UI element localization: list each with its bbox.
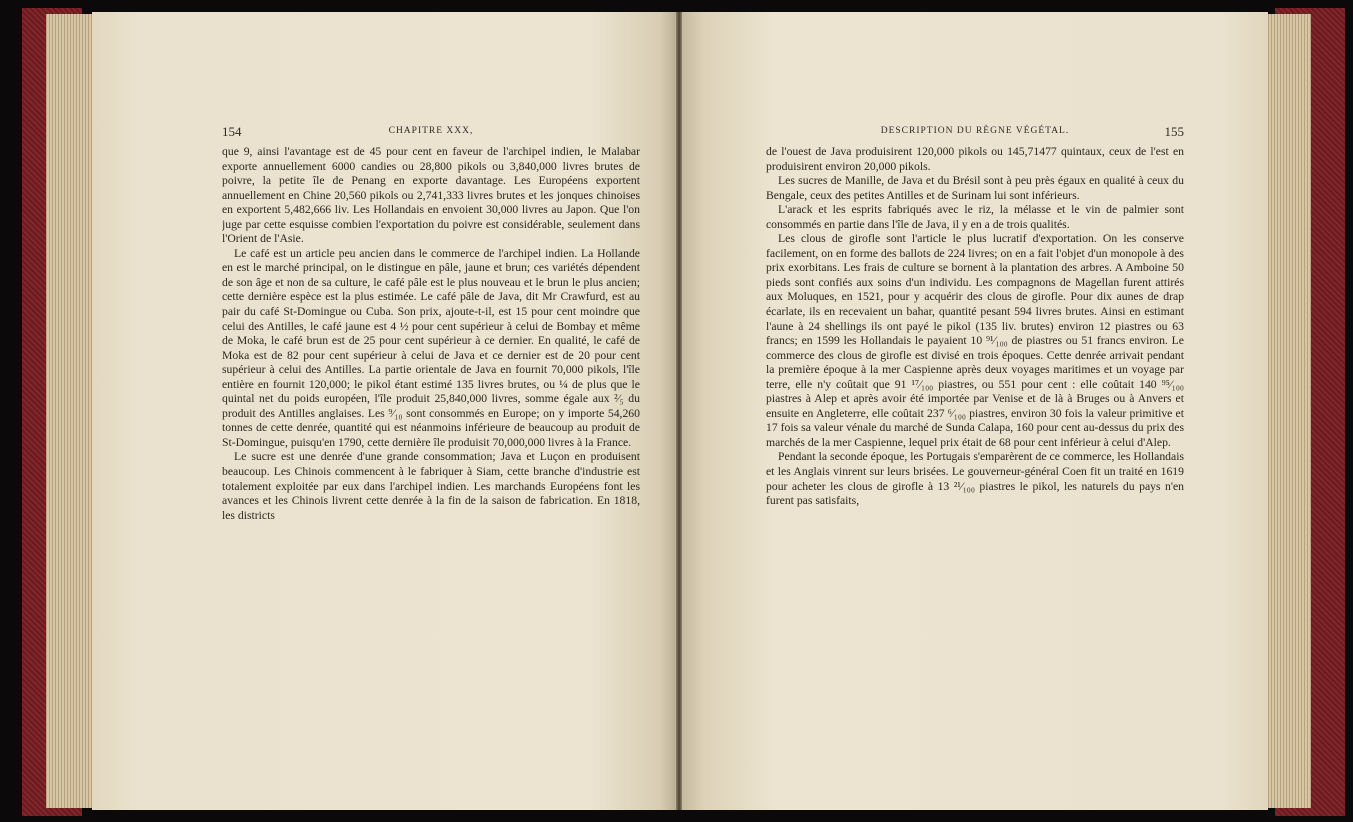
- paragraph: de l'ouest de Java produisirent 120,000 pikols ou 145,71477 quintaux, ceux de l'est en produisirent environ 20,000 pikols.: [766, 145, 1184, 173]
- left-page-number: 154: [222, 124, 242, 139]
- paragraph: Le café est un article peu ancien dans le commerce de l'archipel indien. La Hollande en est le marché principal, on le distingue en pâle, jaune et brun; ces variétés dépendent de son âge et non de sa culture, le café pâle est le plus nouveau et le brun le plus ancien; cette dernière espèce est la plus estimée. Le café pâle de Java, dit Mr Crawfurd, est au pair du café St-Domingue ou Cuba. Son prix, ajoute-t-il, est 15 pour cent moindre que celui des Antilles, le café jaune est 4 ½ pour cent supérieur à celui de Bombay et même de Moka, le café brun est de 25 pour cent supérieur à ce dernier. En qualité, le café de Moka est de 82 pour cent supérieur à celui de Java et ce dernier est de 20 pour cent supérieur à celui des Antilles. La partie orientale de Java en fournit 70,000 pikols, l'île entière en fournit 120,000; le pikol étant estimé 135 livres brutes, ou ¼ de plus que le quintal net du poids européen, l'île produit 25,840,000 livres, somme égale aux ²⁄₅ du produit des Antilles anglaises. Les ⁹⁄₁₀ sont consommés en Europe; on y importe 54,260 tonnes de cette denrée, quantité qui est néanmoins inférieure de beaucoup au produit de St-Domingue, puisqu'en 1790, cette dernière île produisit 70,000,000 livres à la France.: [222, 246, 640, 449]
- left-running-head: CHAPITRE XXX,: [388, 126, 474, 136]
- paragraph: Le sucre est une denrée d'une grande consommation; Java et Luçon en produisent beaucoup. Les Chinois commencent à le fabriquer à Siam, cette branche d'industrie est totalement exploitée par eux dans l'archipel indien. Les marchands Européens font les avances et les Chinois livrent cette denrée à la fin de la saison de fabrication. En 1818, les districts: [222, 450, 640, 522]
- right-page-text: [766, 145, 1184, 605]
- paragraph: Les sucres de Manille, de Java et du Brésil sont à peu près égaux en qualité à ceux du Bengale, ceux des petites Antilles et de Surinam lui sont inférieurs.: [766, 174, 1184, 202]
- paragraph: L'arack et les esprits fabriqués avec le riz, la mélasse et le vin de palmier sont consommés en partie dans l'île de Java, il y en a de trois qualités.: [766, 203, 1184, 231]
- paragraph: Pendant la seconde époque, les Portugais s'emparèrent de ce commerce, les Hollandais et les Anglais vinrent sur leurs brisées. Le gouverneur-général Coen fit un traité en 1619 pour acheter les clous de girofle à 13 ²¹⁄₁₀₀ piastres le pikol, les naturels du pays n'en furent pas satisfaits,: [766, 450, 1184, 508]
- right-running-head: DESCRIPTION DU RÈGNE VÉGÉTAL.: [880, 126, 1070, 136]
- left-page-header: [222, 126, 640, 142]
- paragraph: Les clous de girofle sont l'article le plus lucratif d'exportation. On les conserve facilement, on en forme des ballots de 224 livres; on en a fait l'objet d'un monopole à des prix exorbitans. Les frais de culture se bornent à la plantation des arbres. A Amboine 50 pieds sont confiés aux soins d'un individu. Les compagnons de Magellan furent attirés aux Moluques, en 1521, pour y acquérir des clous de girofle. Pour dix aunes de drap écarlate, ils en recevaient un bahar, quantité pesant 594 livres brutes. Ainsi en estimant l'aune à 24 shellings ils ont payé le pikol (135 liv. brutes) environ 12 piastres ou 63 francs; en 1599 les Hollandais le payaient 10 ⁹¹⁄₁₀₀ de piastres ou 51 francs environ. Le commerce des clous de girofle est divisé en trois époques. Cette denrée arrivait pendant la première époque à la mer Caspienne après deux voyages maritimes et un voyage par terre, elle n'y coûtait que 91 ¹⁷⁄₁₀₀ piastres, ou 551 pour cent : elle coûtait 140 ⁹⁵⁄₁₀₀ piastres à Alep et après avoir été importée par Venise et de là à Bruges ou à Anvers et ensuite en Angleterre, elle coûtait 237 ⁶⁄₁₀₀ piastres, environ 30 fois la valeur primitive et 17 fois sa valeur vénale du marché de Sunda Calapa, 160 pour cent au-dessus du prix des marchés de la mer Caspienne, lequel prix était de 68 pour cent inférieur à celui d'Alep.: [766, 232, 1184, 449]
- left-page-text: [222, 145, 640, 605]
- right-page-header: [766, 126, 1184, 142]
- book-gutter: [676, 12, 682, 810]
- right-page-number: 155: [1164, 124, 1184, 139]
- paragraph: que 9, ainsi l'avantage est de 45 pour cent en faveur de l'archipel indien, le Malabar exporte annuellement 6000 candies ou 28,800 pikols ou 3,840,000 livres brutes de poivre, la petite île de Penang en exporte davantage. Les Européens exportent annuellement en Chine 20,560 pikols ou 2,741,333 livres brutes et les jonques chinoises en exportent 5,482,666 liv. Les Hollandais en envoient 30,000 livres au Japon. Que l'on juge par cette esquisse combien l'exportation du poivre est considérable, seulement dans l'Orient de l'Asie.: [222, 145, 640, 246]
